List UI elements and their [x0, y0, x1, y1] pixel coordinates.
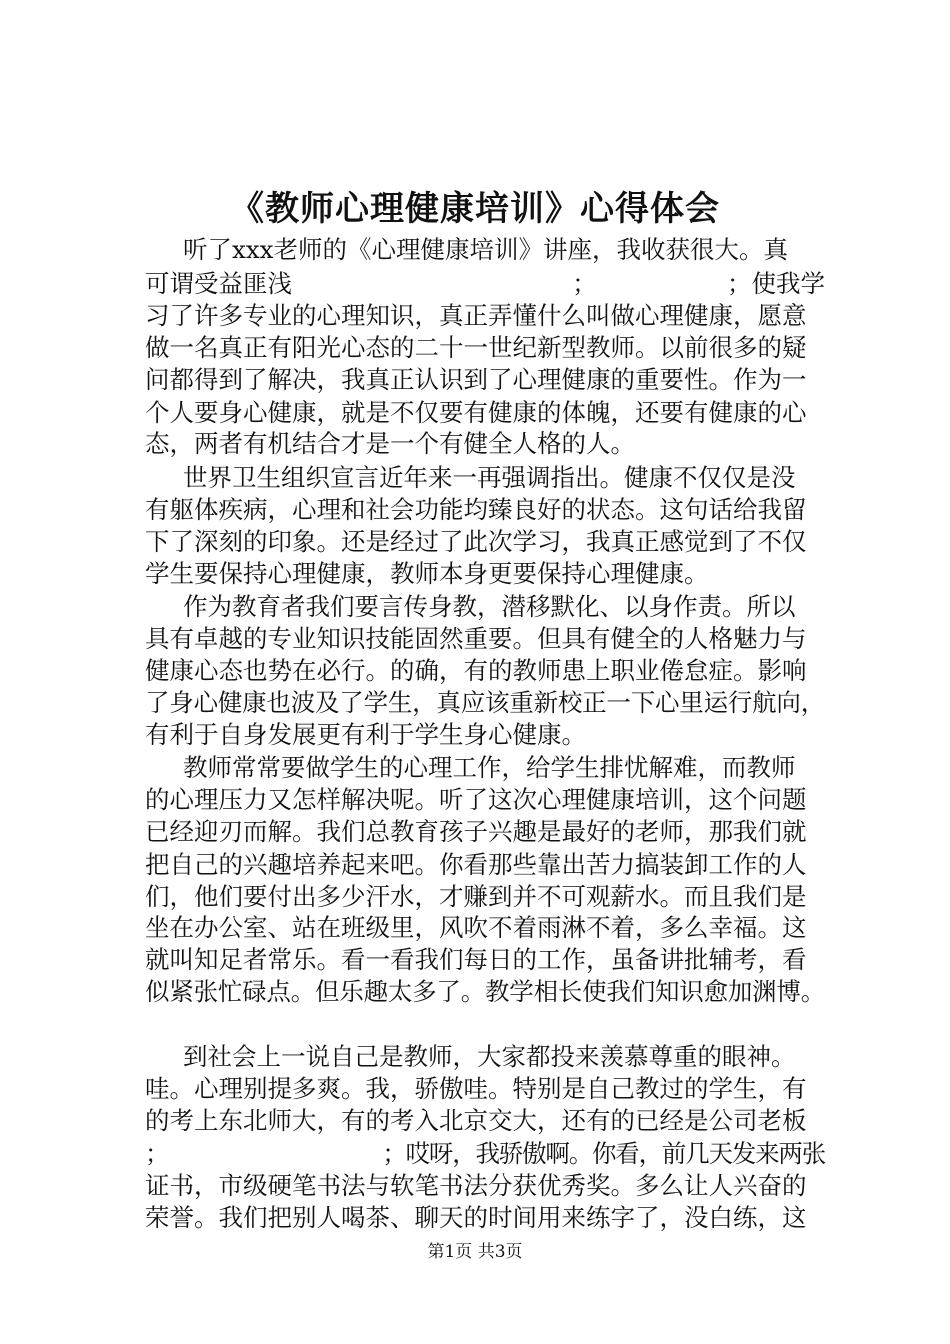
text-line: 态，两者有机结合才是一个有健全人格的人。	[145, 429, 635, 458]
text-line: 作为教育者我们要言传身教，潜移默化、以身作责。所以	[183, 592, 796, 621]
text-line: 习了许多专业的心理知识，真正弄懂什么叫做心理健康，愿意	[145, 301, 807, 330]
text-line: 有躯体疾病，心理和社会功能均臻良好的状态。这句话给我留	[145, 495, 807, 524]
text-segment: ；	[145, 1139, 169, 1168]
text-line: 到社会上一说自己是教师，大家都投来羡慕尊重的眼神。	[183, 1042, 796, 1071]
text-segment: ；使我学	[727, 269, 825, 298]
text-segment: 可谓受益匪浅	[145, 269, 292, 298]
document-title: 《教师心理健康培训》心得体会	[230, 189, 720, 229]
text-line: 证书，市级硬笔书法与软笔书法分获优秀奖。多么让人兴奋的	[145, 1171, 807, 1200]
text-segment: ；哎呀，我骄傲啊。你看，前几天发来两张	[382, 1139, 826, 1168]
text-line: 学生要保持心理健康，教师本身更要保持心理健康。	[145, 559, 709, 588]
text-line: 坐在办公室、站在班级里，风吹不着雨淋不着，多么幸福。这	[145, 913, 807, 942]
text-line: 教师常常要做学生的心理工作，给学生排忧解难，而教师	[183, 753, 796, 782]
text-line: 哇。心理别提多爽。我，骄傲哇。特别是自己教过的学生，有	[145, 1074, 807, 1103]
text-line: 听了xxx老师的《心理健康培训》讲座，我收获很大。真	[183, 235, 788, 264]
text-line: 做一名真正有阳光心态的二十一世纪新型教师。以前很多的疑	[145, 333, 807, 362]
text-line: 问都得到了解决，我真正认识到了心理健康的重要性。作为一	[145, 365, 807, 394]
text-line: 有利于自身发展更有利于学生身心健康。	[145, 720, 586, 749]
text-line	[145, 267, 825, 301]
text-line: 就叫知足者常乐。看一看我们每日的工作，虽备讲批辅考，看	[145, 945, 807, 974]
text-line: 已经迎刃而解。我们总教育孩子兴趣是最好的老师，那我们就	[145, 817, 807, 846]
text-line: 了身心健康也波及了学生，真应该重新校正一下心里运行航向，	[145, 688, 825, 717]
text-line	[145, 1137, 825, 1171]
text-line: 健康心态也势在必行。的确，有的教师患上职业倦怠症。影响	[145, 656, 807, 685]
text-line: 下了深刻的印象。还是经过了此次学习，我真正感觉到了不仅	[145, 527, 807, 556]
text-line: 的考上东北师大，有的考入北京交大，还有的已经是公司老板	[145, 1106, 807, 1135]
text-line: 的心理压力又怎样解决呢。听了这次心理健康培训，这个问题	[145, 785, 807, 814]
text-line: 们，他们要付出多少汗水，才赚到并不可观薪水。而且我们是	[145, 882, 807, 911]
text-line: 具有卓越的专业知识技能固然重要。但具有健全的人格魅力与	[145, 624, 807, 653]
text-line: 个人要身心健康，就是不仅要有健康的体魄，还要有健康的心	[145, 398, 807, 427]
page-number-footer: 第1页 共3页	[427, 1242, 523, 1262]
text-line: 世界卫生组织宣言近年来一再强调指出。健康不仅仅是没	[183, 463, 796, 492]
text-line: 把自己的兴趣培养起来吧。你看那些靠出苦力搞装卸工作的人	[145, 850, 807, 879]
text-line: 似紧张忙碌点。但乐趣太多了。教学相长使我们知识愈加渊博。	[145, 977, 825, 1006]
text-segment: ；	[572, 269, 597, 298]
text-line: 荣誉。我们把别人喝茶、聊天的时间用来练字了，没白练，这	[145, 1203, 807, 1232]
